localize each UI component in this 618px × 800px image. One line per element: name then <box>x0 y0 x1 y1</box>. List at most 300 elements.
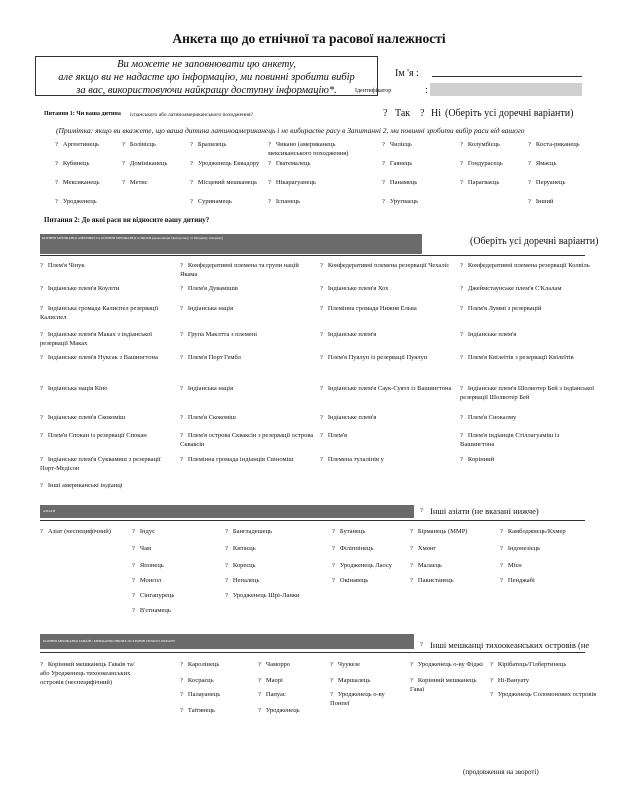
option-label: Гаянець <box>389 160 413 167</box>
checkbox-mark[interactable]: ? <box>460 305 463 312</box>
pacific-option[interactable] <box>258 706 333 715</box>
checkbox-mark[interactable]: ? <box>40 262 43 269</box>
checkbox-mark[interactable]: ? <box>180 707 183 714</box>
checkbox-mark[interactable]: ? <box>132 577 135 584</box>
checkbox-mark[interactable]: ? <box>40 285 43 292</box>
hispanic-option[interactable] <box>382 140 452 149</box>
tribe-option[interactable] <box>460 353 595 362</box>
checkbox-mark[interactable]: ? <box>410 677 413 684</box>
checkbox-mark[interactable]: ? <box>258 691 261 698</box>
option-label: Парагваєць <box>467 179 500 186</box>
option-label: Хмонг <box>417 545 437 552</box>
checkbox-mark[interactable]: ? <box>320 305 323 312</box>
q2-instruction: (Оберіть усі доречні варіанти) <box>470 236 599 247</box>
tribe-option[interactable] <box>180 455 315 464</box>
checkbox-mark[interactable]: ? <box>190 198 193 205</box>
hispanic-option[interactable] <box>190 197 260 206</box>
tribe-option[interactable] <box>180 431 315 449</box>
checkbox-mark[interactable]: ? <box>40 305 43 312</box>
checkbox-mark[interactable]: ? <box>225 562 228 569</box>
checkbox-mark[interactable]: ? <box>132 607 135 614</box>
checkbox-mark[interactable]: ? <box>132 562 135 569</box>
checkbox-mark[interactable]: ? <box>460 456 463 463</box>
tribe-option[interactable] <box>320 304 455 313</box>
checkbox-mark[interactable]: ? <box>180 305 183 312</box>
checkbox-mark[interactable]: ? <box>332 562 335 569</box>
option-label: Інші американські індіанці <box>47 482 123 489</box>
option-label: Пакистанець <box>417 577 454 584</box>
option-label: В'єтнамець <box>139 607 171 614</box>
checkbox-mark[interactable]: ? <box>330 661 333 668</box>
id-colon: : <box>425 85 428 96</box>
option-label: Бірманець (ММР) <box>417 528 468 535</box>
tribe-option[interactable] <box>460 384 595 402</box>
checkbox-mark[interactable]: ? <box>268 198 271 205</box>
checkbox-mark[interactable]: ? <box>460 160 463 167</box>
checkbox-mark[interactable]: ? <box>460 385 463 392</box>
checkbox-mark[interactable]: ? <box>320 262 323 269</box>
asian-option[interactable] <box>500 576 595 585</box>
checkbox-mark[interactable]: ? <box>258 677 261 684</box>
checkbox-mark[interactable]: ? <box>490 677 493 684</box>
tribe-option[interactable] <box>40 481 175 490</box>
option-label: Плем'я Луммі з резервацій <box>467 305 542 312</box>
option-label: Каролінець <box>187 661 220 668</box>
option-label: Кубинець <box>62 160 90 167</box>
hispanic-option[interactable] <box>122 140 192 149</box>
option-label: Конфедеративні племена резервації Колвіль <box>467 262 590 269</box>
pacific-option[interactable] <box>258 676 333 685</box>
tribe-option[interactable] <box>180 304 315 313</box>
checkbox-mark[interactable]: ? <box>460 179 463 186</box>
checkbox-mark[interactable]: ? <box>40 456 43 463</box>
option-label: Конфедеративні племена та групи націй Якама <box>180 262 299 278</box>
checkbox-mark[interactable]: ? <box>225 545 228 552</box>
option-label: Індіанське плем'я <box>327 414 377 421</box>
hispanic-option[interactable] <box>460 159 530 168</box>
option-label: Чаморро <box>265 661 291 668</box>
checkbox-mark[interactable]: ? <box>132 545 135 552</box>
option-label: Азіат (неспецифічний) <box>47 528 111 535</box>
option-label: Ямаєць <box>535 160 557 167</box>
tribe-option[interactable] <box>40 413 175 422</box>
divider <box>40 520 585 521</box>
checkbox-mark[interactable]: ? <box>225 528 228 535</box>
checkbox-mark[interactable]: ? <box>268 179 271 186</box>
asian-option[interactable] <box>410 576 505 585</box>
checkbox-mark[interactable]: ? <box>332 577 335 584</box>
option-label: Індіанське плем'я Суквамиш з резервації Порт-Медісон <box>40 456 161 472</box>
option-label: Палауанець <box>187 691 221 698</box>
option-label: Плем'я Порт Гембл <box>187 354 241 361</box>
hispanic-option[interactable] <box>190 159 260 168</box>
option-label: Уродженець <box>265 707 300 714</box>
pacific-band <box>40 634 414 649</box>
hispanic-option[interactable] <box>268 140 380 158</box>
tribe-option[interactable] <box>460 304 595 313</box>
checkbox-mark[interactable]: ? <box>490 661 493 668</box>
checkbox-mark[interactable]: ? <box>320 285 323 292</box>
option-label: Група Маклтта з племені <box>187 331 258 338</box>
checkbox-mark[interactable]: ? <box>55 179 58 186</box>
asian-option[interactable] <box>132 561 227 570</box>
q1-no: Ні <box>431 108 441 119</box>
option-label: Уродженець Лаосу <box>339 562 393 569</box>
checkbox-mark[interactable]: ? <box>460 354 463 361</box>
option-label: Чикано (американець мексиканського походження) <box>268 141 349 157</box>
checkbox-mark[interactable]: ? <box>332 528 335 535</box>
checkbox-mark[interactable]: ? <box>190 141 193 148</box>
option-label: Індіанське плем'я Саук-Суятл із Вашингтона <box>327 385 452 392</box>
tribe-option[interactable] <box>40 261 175 270</box>
tribe-option[interactable] <box>320 261 455 270</box>
option-label: Ні-Вануату <box>497 677 530 684</box>
option-label: Уродженець Соломонових островів <box>497 691 597 698</box>
checkbox-mark[interactable]: ? <box>528 141 531 148</box>
hispanic-option[interactable] <box>460 140 530 149</box>
pacific-option[interactable] <box>258 690 333 699</box>
tribe-option[interactable] <box>40 353 175 362</box>
checkbox-mark[interactable]: ? <box>55 198 58 205</box>
pacific-option[interactable] <box>330 676 405 685</box>
tribe-option[interactable] <box>320 384 455 393</box>
checkbox-mark[interactable]: ? <box>180 331 183 338</box>
notice-line: але якщо ви не надасте цю інформацію, ми повинні зробити вибір <box>58 72 355 83</box>
hispanic-option[interactable] <box>528 159 598 168</box>
checkbox-mark[interactable]: ? <box>40 354 43 361</box>
q1-label-b: іспанського або латиноамериканського походження? <box>130 112 253 118</box>
hispanic-option[interactable] <box>268 178 380 187</box>
checkbox-mark[interactable]: ? <box>320 432 323 439</box>
tribe-option[interactable] <box>180 330 315 339</box>
q1-no-check[interactable]: ? <box>420 108 425 119</box>
option-label: Перуанець <box>535 179 566 186</box>
option-label: Уродженець о-ву Понпеї <box>330 691 385 707</box>
option-label: Плем'я Чінук <box>47 262 85 269</box>
hispanic-option[interactable] <box>528 197 598 206</box>
hispanic-option[interactable] <box>190 140 260 149</box>
checkbox-mark[interactable]: ? <box>332 545 335 552</box>
pacific-other-label: Інші мешканці тихоокеанських островів (не <box>430 640 590 650</box>
checkbox-mark[interactable]: ? <box>225 577 228 584</box>
tribe-option[interactable] <box>460 455 595 464</box>
checkbox-mark[interactable]: ? <box>40 528 43 535</box>
hispanic-option[interactable] <box>268 159 380 168</box>
checkbox-mark[interactable]: ? <box>382 179 385 186</box>
checkbox-mark[interactable]: ? <box>320 331 323 338</box>
checkbox-mark[interactable]: ? <box>460 285 463 292</box>
option-label: Корінний <box>467 456 495 463</box>
checkbox-mark[interactable]: ? <box>122 141 125 148</box>
asian-option[interactable] <box>410 561 505 570</box>
pacific-option[interactable] <box>330 690 405 708</box>
asian-option[interactable] <box>500 527 595 536</box>
tribe-option[interactable] <box>40 384 175 393</box>
tribe-option[interactable] <box>460 261 595 270</box>
pacific-option[interactable] <box>410 660 485 669</box>
option-label: Нікарагуанець <box>275 179 316 186</box>
asian-option[interactable] <box>132 527 227 536</box>
checkbox-mark[interactable]: ? <box>410 528 413 535</box>
asian-other-label: Інші азіати (не вказані нижче) <box>430 506 539 516</box>
tribe-option[interactable] <box>460 284 595 293</box>
checkbox-mark[interactable]: ? <box>40 385 43 392</box>
option-label: Племена тулаліпів у <box>327 456 384 463</box>
option-label: Плем'я Спокан із резервації Спокан <box>47 432 147 439</box>
pacific-other-check[interactable]: ? <box>420 641 423 648</box>
checkbox-mark[interactable]: ? <box>180 677 183 684</box>
asian-option[interactable] <box>225 527 320 536</box>
option-label: Бразилець <box>197 141 227 148</box>
option-label: Уродженець о-ву Фіджі <box>417 661 483 668</box>
checkbox-mark[interactable]: ? <box>382 160 385 167</box>
tribe-option[interactable] <box>460 330 595 339</box>
tribe-option[interactable] <box>180 353 315 362</box>
checkbox-mark[interactable]: ? <box>180 456 183 463</box>
checkbox-mark[interactable]: ? <box>330 691 333 698</box>
option-label: Косраєць <box>187 677 214 684</box>
option-label: Уругваєць <box>389 198 419 205</box>
checkbox-mark[interactable]: ? <box>330 677 333 684</box>
option-label: Домініканець <box>129 160 168 167</box>
tribe-option[interactable] <box>320 431 455 440</box>
hispanic-option[interactable] <box>528 140 598 149</box>
hispanic-option[interactable] <box>190 178 260 187</box>
q2-label: Питання 2: До якої раси ви відносите вашу дитину? <box>44 216 210 224</box>
hispanic-option[interactable] <box>460 178 530 187</box>
checkbox-mark[interactable]: ? <box>190 160 193 167</box>
checkbox-mark[interactable]: ? <box>180 432 183 439</box>
option-label: Індіанська нація <box>187 385 234 392</box>
q1-instruction: (Оберіть усі доречні варіанти) <box>445 108 574 119</box>
checkbox-mark[interactable]: ? <box>320 385 323 392</box>
checkbox-mark[interactable]: ? <box>180 262 183 269</box>
tribe-option[interactable] <box>460 431 595 449</box>
option-label: Окінавець <box>339 577 369 584</box>
option-label: Камбоджиєць/Кхмер <box>507 528 566 535</box>
checkbox-mark[interactable]: ? <box>132 528 135 535</box>
pacific-option[interactable] <box>258 660 333 669</box>
option-label: Китаєць <box>232 545 256 552</box>
tribe-option[interactable] <box>40 304 175 322</box>
checkbox-mark[interactable]: ? <box>500 562 503 569</box>
notice-box <box>35 56 378 96</box>
q1-note: (Примітка: якщо ви вкажете, що ваша дитина латиноамериканець і не вибираєте расу в Запитанні 2, ми повинні зробити вибір раси від вашого <box>56 126 525 135</box>
asian-option[interactable] <box>500 544 595 553</box>
checkbox-mark[interactable]: ? <box>320 354 323 361</box>
option-label: Мексиканець <box>62 179 100 186</box>
checkbox-mark[interactable]: ? <box>528 160 531 167</box>
asian-option[interactable] <box>410 527 505 536</box>
checkbox-mark[interactable]: ? <box>40 331 43 338</box>
pacific-option[interactable] <box>180 706 255 715</box>
band-text: КОРІННІ МЕШКАНЦІ ГАВАЇВ / МЕШКАНЦІ ІНШИХ ОСТРОВІВ ТИХОГО ОКЕАНУ <box>43 639 176 643</box>
hispanic-option[interactable] <box>55 178 125 187</box>
id-field[interactable] <box>430 83 582 96</box>
checkbox-mark[interactable]: ? <box>410 545 413 552</box>
checkbox-mark[interactable]: ? <box>528 198 531 205</box>
tribe-option[interactable] <box>40 330 175 348</box>
tribe-option[interactable] <box>460 413 595 422</box>
checkbox-mark[interactable]: ? <box>460 432 463 439</box>
checkbox-mark[interactable]: ? <box>500 577 503 584</box>
asian-option[interactable] <box>132 544 227 553</box>
asian-option[interactable] <box>225 591 320 600</box>
checkbox-mark[interactable]: ? <box>190 179 193 186</box>
tribe-option[interactable] <box>180 384 315 393</box>
pacific-option[interactable] <box>490 660 600 669</box>
tribe-option[interactable] <box>320 413 455 422</box>
asian-option[interactable] <box>500 561 595 570</box>
hispanic-option[interactable] <box>382 178 452 187</box>
checkbox-mark[interactable]: ? <box>320 456 323 463</box>
asian-option[interactable] <box>225 544 320 553</box>
hispanic-option[interactable] <box>55 197 125 206</box>
asian-option[interactable] <box>132 591 227 600</box>
option-label: Мієн <box>507 562 522 569</box>
checkbox-mark[interactable]: ? <box>258 661 261 668</box>
pacific-option[interactable] <box>180 676 255 685</box>
option-label: Плем'я <box>327 432 347 439</box>
option-label: Коста-риканець <box>535 141 580 148</box>
checkbox-mark[interactable]: ? <box>40 414 43 421</box>
tribe-option[interactable] <box>40 455 175 473</box>
q1-label: Питання 1: Чи ваша дитина <box>44 111 121 117</box>
tribe-option[interactable] <box>180 413 315 422</box>
checkbox-mark[interactable]: ? <box>180 661 183 668</box>
tribe-option[interactable] <box>40 431 175 440</box>
checkbox-mark[interactable]: ? <box>55 160 58 167</box>
q1-yes-check[interactable]: ? <box>383 108 388 119</box>
option-label: Плем'я Дувамішів <box>187 285 238 292</box>
checkbox-mark[interactable]: ? <box>410 661 413 668</box>
pacific-option[interactable] <box>180 690 255 699</box>
checkbox-mark[interactable]: ? <box>180 385 183 392</box>
hispanic-option[interactable] <box>122 178 192 187</box>
checkbox-mark[interactable]: ? <box>410 577 413 584</box>
hispanic-option[interactable] <box>55 159 125 168</box>
checkbox-mark[interactable]: ? <box>55 141 58 148</box>
checkbox-mark[interactable]: ? <box>382 198 385 205</box>
checkbox-mark[interactable]: ? <box>132 592 135 599</box>
checkbox-mark[interactable]: ? <box>500 545 503 552</box>
checkbox-mark[interactable]: ? <box>382 141 385 148</box>
asian-option[interactable] <box>40 527 128 536</box>
hispanic-option[interactable] <box>382 159 452 168</box>
band-text: КОРІННІ МЕШКАНЦІ АМЕРИКИ ТА КОРІННІ МЕШКАНЦІ АЛЯСКИ (включаючи Центральну та Південну Америку) <box>42 236 224 240</box>
checkbox-mark[interactable]: ? <box>460 331 463 338</box>
checkbox-mark[interactable]: ? <box>225 592 228 599</box>
option-label: Гватемалець <box>275 160 311 167</box>
tribe-option[interactable] <box>180 261 315 279</box>
notice-line: за вас, використовуючи найкращу доступну інформацію*. <box>76 85 337 96</box>
pacific-option[interactable] <box>330 660 405 669</box>
tribe-option[interactable] <box>320 455 455 464</box>
asian-option[interactable] <box>225 576 320 585</box>
tribe-option[interactable] <box>320 330 455 339</box>
option-label: Індіанське плем'я Хох <box>327 285 389 292</box>
checkbox-mark[interactable]: ? <box>122 160 125 167</box>
notice-line: Ви можете не заповнювати цю анкету, <box>117 59 296 70</box>
checkbox-mark[interactable]: ? <box>40 432 43 439</box>
checkbox-mark[interactable]: ? <box>268 141 271 148</box>
checkbox-mark[interactable]: ? <box>122 179 125 186</box>
checkbox-mark[interactable]: ? <box>490 691 493 698</box>
checkbox-mark[interactable]: ? <box>528 179 531 186</box>
option-label: Маршалець <box>337 677 371 684</box>
checkbox-mark[interactable]: ? <box>180 285 183 292</box>
continued-note: (продовження на звороті) <box>463 768 539 776</box>
pacific-option[interactable] <box>410 676 485 694</box>
checkbox-mark[interactable]: ? <box>180 354 183 361</box>
asian-other-check[interactable]: ? <box>420 507 423 514</box>
option-label: Індіанське плем'я <box>327 331 377 338</box>
option-label: Папуас <box>265 691 286 698</box>
page-title: Анкета що до етнічної та расової належності <box>172 31 446 46</box>
option-label: Плем'я острова Скваксін з резервації острова Скваксін <box>180 432 314 448</box>
checkbox-mark[interactable]: ? <box>40 661 43 668</box>
asian-option[interactable] <box>132 606 227 615</box>
hispanic-option[interactable] <box>55 140 125 149</box>
pacific-option[interactable] <box>490 676 600 685</box>
pacific-option[interactable] <box>180 660 255 669</box>
hispanic-option[interactable] <box>122 159 192 168</box>
pacific-option[interactable] <box>490 690 600 699</box>
option-label: Плем'я Пуялуп із резервації Пуялуп <box>327 354 428 361</box>
option-label: Індіанська громада Калиспел резервації Калиспел <box>40 305 159 321</box>
name-label: Ім 'я : <box>395 68 419 79</box>
option-label: Індіанське плем'я Маках з індіанської резервації Маках <box>40 331 153 347</box>
checkbox-mark[interactable]: ? <box>460 262 463 269</box>
tribe-option[interactable] <box>320 353 455 362</box>
tribe-option[interactable] <box>320 284 455 293</box>
option-label: Уродженець Шрі-Ланки <box>232 592 300 599</box>
option-label: Місцевий мешканець <box>197 179 258 186</box>
asian-option[interactable] <box>225 561 320 570</box>
option-label: Плем'я Снокалму <box>467 414 517 421</box>
native-american-band <box>40 234 422 254</box>
asian-option[interactable] <box>410 544 505 553</box>
hispanic-option[interactable] <box>528 178 598 187</box>
checkbox-mark[interactable]: ? <box>460 141 463 148</box>
band-text: АЗІАТИ <box>43 509 56 513</box>
checkbox-mark[interactable]: ? <box>320 414 323 421</box>
option-label: Чам <box>139 545 152 552</box>
checkbox-mark[interactable]: ? <box>180 691 183 698</box>
hispanic-option[interactable] <box>268 197 380 206</box>
option-label: Японець <box>139 562 164 569</box>
option-label: Іспанець <box>275 198 301 205</box>
option-label: Болівієць <box>129 141 156 148</box>
checkbox-mark[interactable]: ? <box>500 528 503 535</box>
hispanic-option[interactable] <box>382 197 452 206</box>
checkbox-mark[interactable]: ? <box>410 562 413 569</box>
pacific-option[interactable] <box>40 660 138 687</box>
q1-options-grid <box>40 140 610 210</box>
checkbox-mark[interactable]: ? <box>258 707 261 714</box>
asian-option[interactable] <box>132 576 227 585</box>
option-label: Бангладешець <box>232 528 272 535</box>
checkbox-mark[interactable]: ? <box>460 414 463 421</box>
name-field[interactable] <box>432 60 582 77</box>
option-label: Монгол <box>139 577 162 584</box>
tribe-option[interactable] <box>180 284 315 293</box>
checkbox-mark[interactable]: ? <box>268 160 271 167</box>
checkbox-mark[interactable]: ? <box>180 414 183 421</box>
option-label: Гондурасець <box>467 160 503 167</box>
checkbox-mark[interactable]: ? <box>40 482 43 489</box>
tribe-option[interactable] <box>40 284 175 293</box>
